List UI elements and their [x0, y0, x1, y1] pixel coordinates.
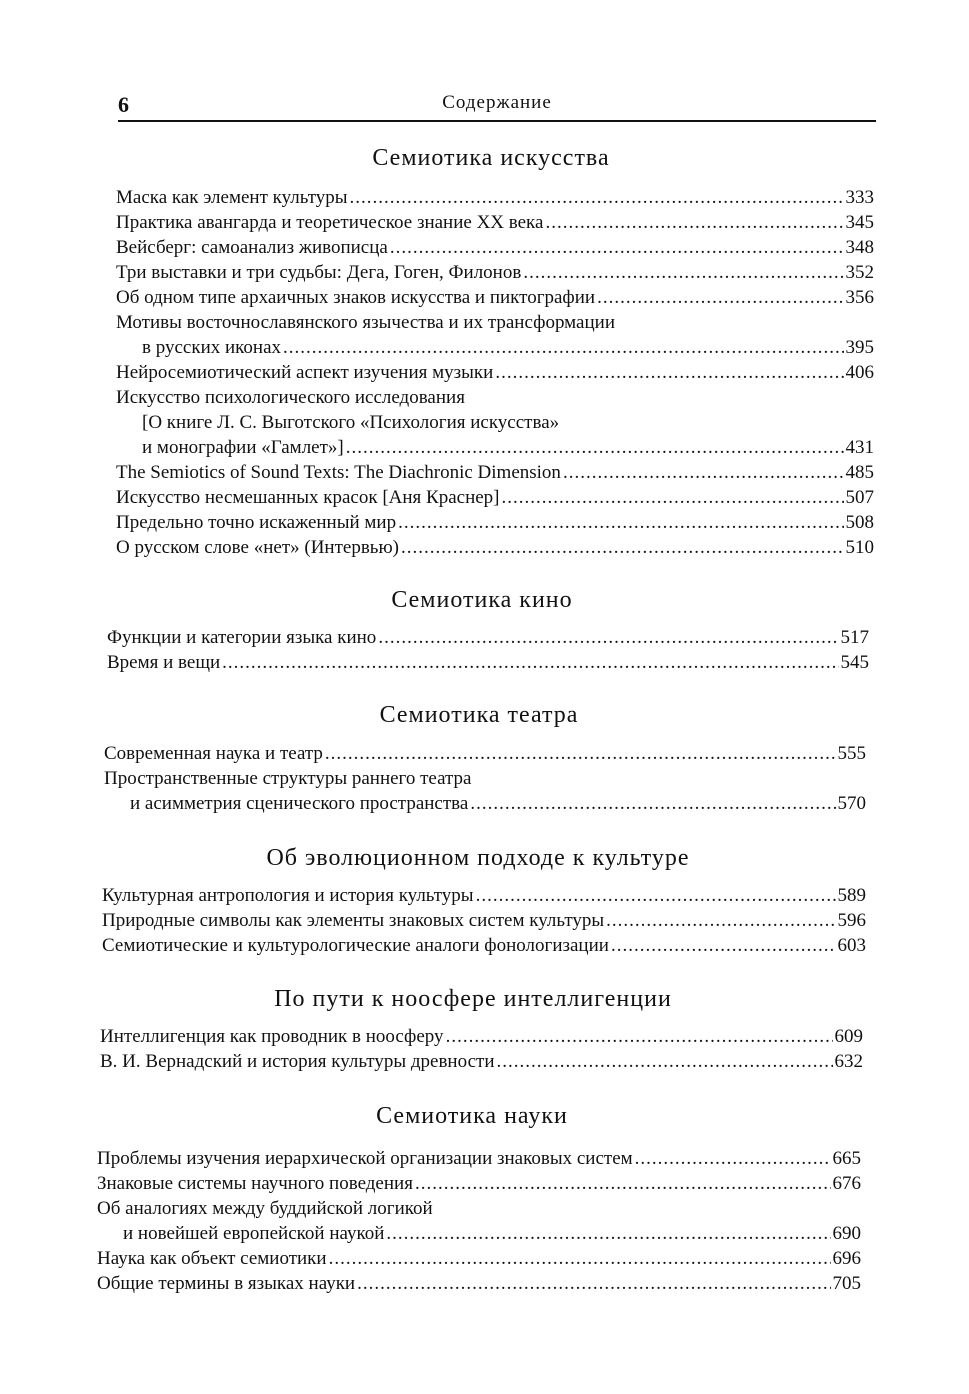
toc-entry [142, 435, 874, 460]
dot-leader [495, 360, 843, 385]
toc-entry-title: Природные символы как элементы знаковых систем культуры [102, 910, 605, 931]
toc-entry-line [142, 410, 874, 435]
toc-page-number: 356 [845, 287, 874, 308]
toc-entry [97, 1146, 861, 1171]
toc-page-number: 705 [832, 1273, 861, 1294]
toc-entry-title: в русских иконах [142, 337, 282, 358]
toc-entry [100, 1049, 863, 1074]
toc-entry-title: The Semiotics of Sound Texts: The Diachronic Dimension [116, 462, 561, 483]
toc-entry-title: Маска как элемент культуры [116, 187, 348, 208]
toc-entry-title: О русском слове «нет» (Интервью) [116, 537, 399, 558]
toc-page-number: 545 [840, 652, 869, 673]
dot-leader [545, 210, 843, 235]
toc-entry [102, 908, 866, 933]
dot-leader [476, 883, 836, 908]
dot-leader [329, 1246, 831, 1271]
dot-leader [415, 1171, 831, 1196]
toc-entry [116, 185, 874, 210]
toc-entry-title: Нейросемиотический аспект изучения музыки [116, 362, 494, 383]
dot-leader [446, 1024, 833, 1049]
toc-page-number: 345 [845, 212, 874, 233]
dot-leader [386, 1221, 830, 1246]
dot-leader [611, 933, 836, 958]
toc-page-number: 676 [832, 1173, 861, 1194]
toc-entry-title: Об одном типе архаичных знаков искусства и пиктографии [116, 287, 596, 308]
dot-leader [346, 435, 844, 460]
dot-leader [222, 650, 838, 675]
dot-leader [325, 741, 836, 766]
toc-entry-title: Функции и категории языка кино [107, 627, 377, 648]
toc-entry [116, 360, 874, 385]
toc-entry [116, 260, 874, 285]
toc-page-number: 570 [837, 793, 866, 814]
toc-page-number: 406 [845, 362, 874, 383]
toc-entry-title: и новейшей европейской наукой [123, 1223, 385, 1244]
running-head [118, 86, 876, 122]
toc-page-number: 603 [837, 935, 866, 956]
toc-entry-line [116, 385, 874, 410]
toc-page-number: 665 [832, 1148, 861, 1169]
section-heading: Семиотика театра [379, 702, 579, 728]
toc-entry-title: Пространственные структуры раннего театра [104, 768, 472, 789]
toc-entry [142, 335, 874, 360]
toc-entry [104, 741, 866, 766]
section-heading: Семиотика науки [376, 1103, 568, 1129]
toc-entry-title: Современная наука и театр [104, 743, 323, 764]
dot-leader [635, 1146, 831, 1171]
dot-leader [350, 185, 844, 210]
dot-leader [401, 535, 844, 560]
toc-entry [116, 285, 874, 310]
dot-leader [357, 1271, 830, 1296]
toc-entry [97, 1271, 861, 1296]
toc-entry [102, 933, 866, 958]
toc-entry-title: Проблемы изучения иерархической организации знаковых систем [97, 1148, 633, 1169]
dot-leader [563, 460, 844, 485]
toc-page-number: 596 [837, 910, 866, 931]
section-heading: Об эволюционном подходе к культуре [266, 845, 690, 871]
dot-leader [390, 235, 844, 260]
toc-entry [107, 625, 869, 650]
toc-page-number: 348 [845, 237, 874, 258]
dot-leader [283, 335, 843, 360]
section-heading: Семиотика искусства [372, 145, 610, 171]
toc-entry [116, 210, 874, 235]
dot-leader [597, 285, 843, 310]
toc-page-number: 333 [845, 187, 874, 208]
toc-page-number: 507 [845, 487, 874, 508]
toc-entry-title: В. И. Вернадский и история культуры древности [100, 1051, 495, 1072]
toc-entry-title: Время и вещи [107, 652, 221, 673]
toc-page-number: 696 [832, 1248, 861, 1269]
toc-page-number: 352 [845, 262, 874, 283]
toc-entry [116, 485, 874, 510]
toc-entry-title: Предельно точно искаженный мир [116, 512, 397, 533]
toc-entry-title: Искусство несмешанных красок [Аня Краснер] [116, 487, 500, 508]
toc-entry [100, 1024, 863, 1049]
toc-entry [116, 460, 874, 485]
toc-entry-title: Знаковые системы научного поведения [97, 1173, 413, 1194]
toc-page-number: 555 [837, 743, 866, 764]
toc-page-number: 632 [834, 1051, 863, 1072]
dot-leader [496, 1049, 832, 1074]
toc-entry-title: Искусство психологического исследования [116, 387, 465, 408]
toc-page-number: 508 [845, 512, 874, 533]
toc-entry-line [104, 766, 866, 791]
section-heading: Семиотика кино [391, 587, 573, 613]
dot-leader [398, 510, 843, 535]
toc-page-number: 517 [840, 627, 869, 648]
dot-leader [523, 260, 843, 285]
toc-entry-title: Три выставки и три судьбы: Дега, Гоген, Филонов [116, 262, 522, 283]
toc-entry-title: Вейсберг: самоанализ живописца [116, 237, 388, 258]
dot-leader [378, 625, 838, 650]
toc-entry [116, 235, 874, 260]
toc-page-number: 690 [832, 1223, 861, 1244]
toc-entry-title: Наука как объект семиотики [97, 1248, 327, 1269]
dot-leader [502, 485, 844, 510]
toc-entry-title: Интеллигенция как проводник в ноосферу [100, 1026, 444, 1047]
toc-page-number: 395 [845, 337, 874, 358]
toc-entry [102, 883, 866, 908]
toc-entry-title: и монографии «Гамлет»] [142, 437, 344, 458]
toc-entry [116, 510, 874, 535]
toc-page-number: 485 [845, 462, 874, 483]
toc-entry [123, 1221, 861, 1246]
toc-page-number: 589 [837, 885, 866, 906]
toc-entry-title: Семиотические и культурологические аналоги фонологизации [102, 935, 609, 956]
toc-entry [130, 791, 866, 816]
toc-entry-title: Общие термины в языках науки [97, 1273, 356, 1294]
toc-page-number: 609 [834, 1026, 863, 1047]
toc-entry [116, 535, 874, 560]
toc-entry-title: Культурная антропология и история культуры [102, 885, 474, 906]
toc-entry [97, 1171, 861, 1196]
dot-leader [606, 908, 835, 933]
page-number: 6 [118, 92, 129, 117]
toc-entry [107, 650, 869, 675]
toc-entry [97, 1246, 861, 1271]
toc-page-number: 510 [845, 537, 874, 558]
toc-entry-line [97, 1196, 861, 1221]
toc-entry-title: и асимметрия сценического пространства [130, 793, 469, 814]
toc-entry-title: [О книге Л. С. Выготского «Психология искусства» [142, 412, 560, 433]
dot-leader [470, 791, 835, 816]
toc-entry-line [116, 310, 874, 335]
toc-entry-title: Практика авангарда и теоретическое знание XX века [116, 212, 544, 233]
running-title: Содержание [442, 92, 552, 113]
toc-entry-title: Об аналогиях между буддийской логикой [97, 1198, 433, 1219]
toc-page-number: 431 [845, 437, 874, 458]
toc-entry-title: Мотивы восточнославянского язычества и их трансформации [116, 312, 615, 333]
section-heading: По пути к ноосфере интеллигенции [274, 986, 672, 1012]
